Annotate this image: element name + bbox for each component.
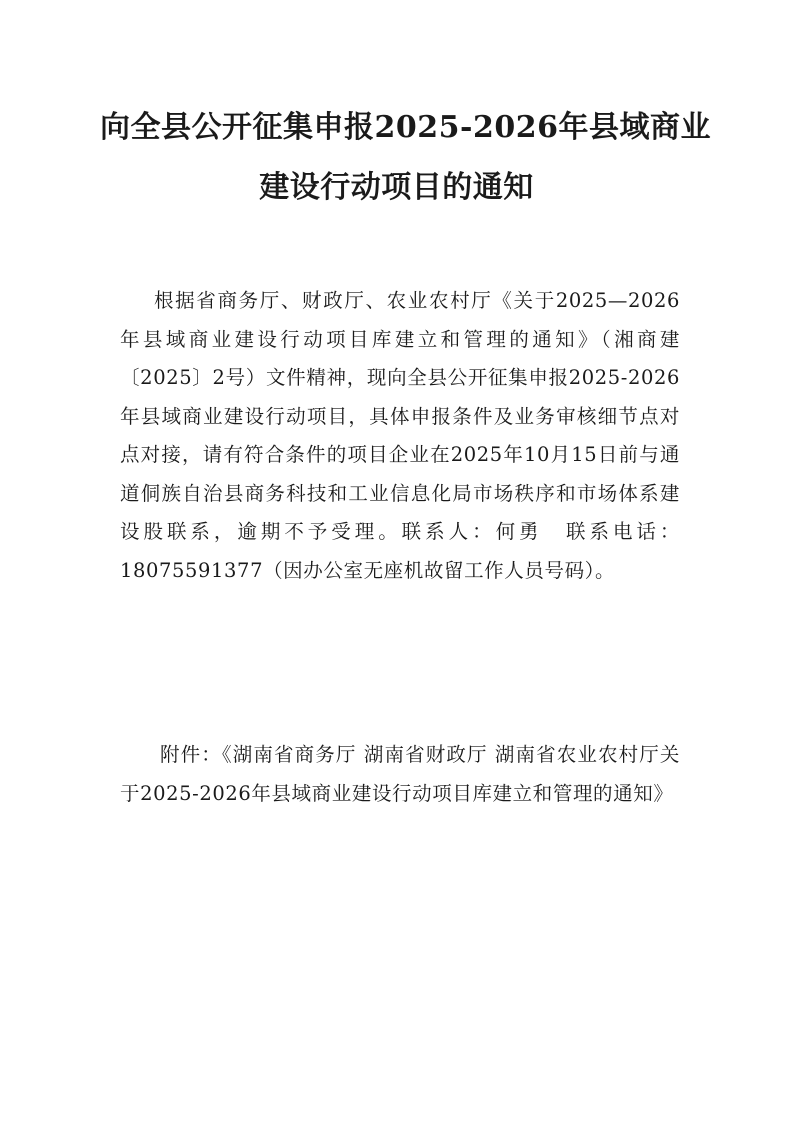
attachment-paragraph: 附件：《湖南省商务厅 湖南省财政厅 湖南省农业农村厅关于2025-2026年县域商业建设行动项目库建立和管理的通知》	[120, 743, 680, 805]
notice-body-paragraph: 根据省商务厅、财政厅、农业农村厅《关于2025—2026年县域商业建设行动项目库建立和管理的通知》（湘商建〔2025〕2号）文件精神，现向全县公开征集申报2025-2026年县域商业建设行动项目，具体申报条件及业务审核细节点对点对接，请有符合条件的项目企业在2025年10月15日前与通道侗族自治县商务科技和工业信息化局市场秩序和市场体系建设股联系，逾期不予受理。联系人：何勇 联系电话：18075591377（因办公室无座机故留工作人员号码）。	[120, 289, 680, 582]
document-title-line-2: 建设行动项目的通知	[259, 170, 534, 205]
document-title-line-1: 向全县公开征集申报2025-2026年县域商业	[100, 110, 711, 145]
